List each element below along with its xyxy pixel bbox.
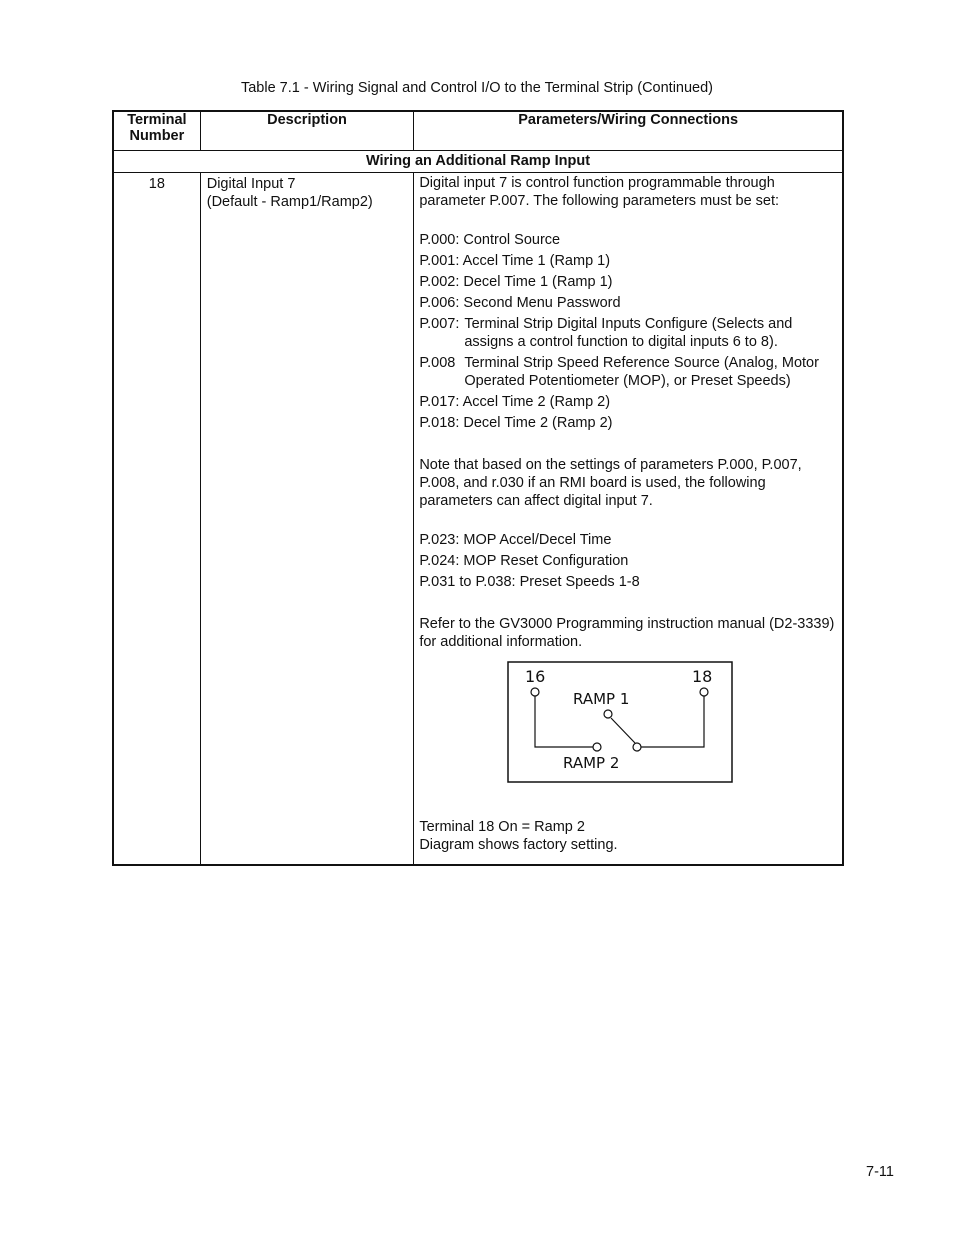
common-contact-node bbox=[633, 743, 641, 751]
ramp2-label: RAMP 2 bbox=[563, 754, 620, 772]
footer-line: Terminal 18 On = Ramp 2 bbox=[419, 819, 585, 835]
param-line: P.002: Decel Time 1 (Ramp 1) bbox=[419, 274, 613, 290]
ramp-switch-diagram bbox=[507, 661, 733, 783]
param-line: P.024: MOP Reset Configuration bbox=[419, 553, 629, 569]
table-header-row bbox=[113, 111, 843, 151]
wire-18 bbox=[641, 696, 704, 747]
section-row bbox=[113, 151, 843, 173]
terminal-18-label: 18 bbox=[692, 667, 713, 686]
page-number: 7-11 bbox=[866, 1164, 894, 1180]
parameters-cell bbox=[414, 173, 843, 866]
terminal-16-label: 16 bbox=[525, 667, 546, 686]
terminal-18-node bbox=[700, 688, 708, 696]
param-line: P.000: Control Source bbox=[419, 232, 561, 248]
header-description: Description bbox=[200, 111, 414, 151]
section-title: Wiring an Additional Ramp Input bbox=[113, 151, 843, 173]
ramp1-contact-node bbox=[604, 710, 612, 718]
description-line: Digital Input 7 bbox=[206, 176, 296, 192]
param-line: P.017: Accel Time 2 (Ramp 2) bbox=[419, 394, 611, 410]
param-p008 bbox=[419, 354, 836, 390]
param-p007 bbox=[419, 315, 836, 351]
ramp2-contact-node bbox=[593, 743, 601, 751]
param-line: P.001: Accel Time 1 (Ramp 1) bbox=[419, 253, 611, 269]
footer-line: Diagram shows factory setting. bbox=[419, 837, 618, 853]
param-text: Terminal Strip Digital Inputs Configure (Selects and assigns a control function to digital inputs 6 to 8). bbox=[464, 316, 793, 350]
header-parameters: Parameters/Wiring Connections bbox=[414, 111, 843, 151]
description-line: (Default - Ramp1/Ramp2) bbox=[206, 194, 373, 210]
param-line: P.031 to P.038: Preset Speeds 1-8 bbox=[419, 574, 640, 590]
param-text: Terminal Strip Speed Reference Source (Analog, Motor Operated Potentiometer (MOP), or Preset Speeds) bbox=[464, 355, 819, 389]
table-row bbox=[113, 173, 843, 866]
terminal-16-node bbox=[531, 688, 539, 696]
param-code: P.008 bbox=[419, 355, 456, 371]
refer-text: Refer to the GV3000 Programming instruction manual (D2-3339) for additional information. bbox=[419, 616, 835, 650]
table-caption: Table 7.1 - Wiring Signal and Control I/O to the Terminal Strip (Continued) bbox=[240, 80, 713, 96]
description-cell bbox=[200, 173, 414, 866]
wiring-table bbox=[112, 110, 844, 866]
terminal-cell: 18 bbox=[113, 173, 200, 866]
param-line: P.006: Second Menu Password bbox=[419, 295, 621, 311]
param-line: P.023: MOP Accel/Decel Time bbox=[419, 532, 612, 548]
param-line: P.018: Decel Time 2 (Ramp 2) bbox=[419, 415, 613, 431]
note-text: Note that based on the settings of parameters P.000, P.007, P.008, and r.030 if an RMI board is used, the following parameters can affect digital input 7. bbox=[419, 457, 802, 509]
intro-text: Digital input 7 is control function programmable through parameter P.007. The following parameters must be set: bbox=[419, 175, 780, 209]
switch-arm bbox=[611, 718, 635, 743]
header-terminal-number: Terminal Number bbox=[113, 111, 200, 151]
ramp1-label: RAMP 1 bbox=[573, 690, 630, 708]
param-code: P.007: bbox=[419, 316, 460, 332]
